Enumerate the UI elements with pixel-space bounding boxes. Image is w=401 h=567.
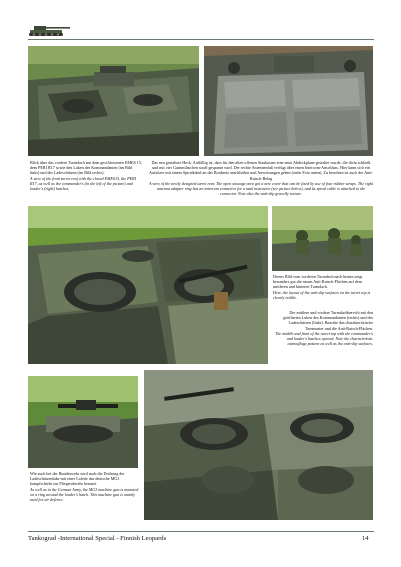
caption-3-english: Here, the layout of the anti-slip surfaces on the turret top is clearly visible. [273, 289, 371, 300]
caption-front-turret-roof [30, 160, 142, 191]
caption-1-german: Blick über das vordere Turmdach mit dem geschlossenen EMES 15, dem PERI R17 sowie den Luken des Kommandanten (im Bild links) und des Ladeschützen (im Bild rechts). [30, 160, 142, 176]
footer-rule [28, 531, 374, 532]
caption-4-german: Der mittlere und vordere Turmdachbereich mit den geöffneten Luken des Kommandanten (rechts) und des Ladeschützen (links). Beachte das charakteristische Tarnmuster und die Anti-Rutsch-Flächen. [283, 310, 373, 331]
caption-turret-rear [148, 160, 374, 196]
footer-title: Tankograd -International Special - Finnish Leopards [28, 535, 167, 542]
photo-front-turret-roof [28, 46, 199, 156]
caption-mg3-loader-hatch [30, 471, 140, 502]
caption-5-german: Wie auch bei der Bundeswehr wird auch die Drehring der Ladeschützenluke mit einer Lafette das deutsche MG3 kampfschiebt zur Fliegerabwehr benutzt. [30, 471, 125, 487]
caption-4-english: The middle and front of the turret top with the commander's and loader's hatches opened. Note the characteristic camouflage pattern as well as the anti-slip surfaces. [275, 330, 373, 347]
caption-3-german: Dieses Bild vom vorderen Turmdach nach hinten zeigt besonders gut die neuen Anti-Rutsch-Flächen auf dem mittleren und hinteren Turmdach. [273, 274, 363, 290]
caption-turret-middle-front [273, 310, 373, 346]
photo-mg3-loader-hatch [28, 376, 138, 468]
caption-2-english: A view of the newly designed turret rear. The open stowage area got a new cover that can be fixed by use of four rubber straps. The right antenna adapter ring has an intercom connector for a tank instructor (see picture below), and its spiral cable is attached to the connector. Note also the anti-slip gravelly texture. [148, 180, 374, 197]
caption-5-english: As well as in the German Army, the MG3 machine gun is mounted on a ring around the loader's hatch. This machine gun is mainly used for air defence. [30, 486, 139, 503]
caption-1-english: A view of the front turret roof with the closed EMES15, the PERI R17, as well as the commander's (in the left of the picture) and loader's (right) hatches. [30, 175, 137, 192]
photo-crew-intercom [272, 206, 373, 271]
caption-anti-slip-surfaces [273, 274, 373, 300]
photo-turret-top-hatches [28, 206, 268, 364]
photo-hatches-opened [144, 370, 373, 520]
tank-logo-icon [28, 22, 72, 38]
header-rule [28, 39, 374, 40]
caption-2-german: Das neu gestaltete Heck. Auffällig ist, dass für den alten offenen Staukasten eine neue Abdeckplane gestaltet wurde, die dicht schließt und mit vier Gummilaschen straff gespannt wird. Der rechte Antennenfuß verfügt über einen Intercom-Anschluss. Hier kann sich ein Aufsitzer mit einem Spiralkabel an das Bordnetz anschließen und Anweisungen geben (siehe Foto unten). Zu beachten ist auch der Anti-Rutsch-Belag [149, 160, 373, 181]
page-number: 14 [362, 535, 369, 542]
photo-turret-rear [204, 46, 373, 156]
